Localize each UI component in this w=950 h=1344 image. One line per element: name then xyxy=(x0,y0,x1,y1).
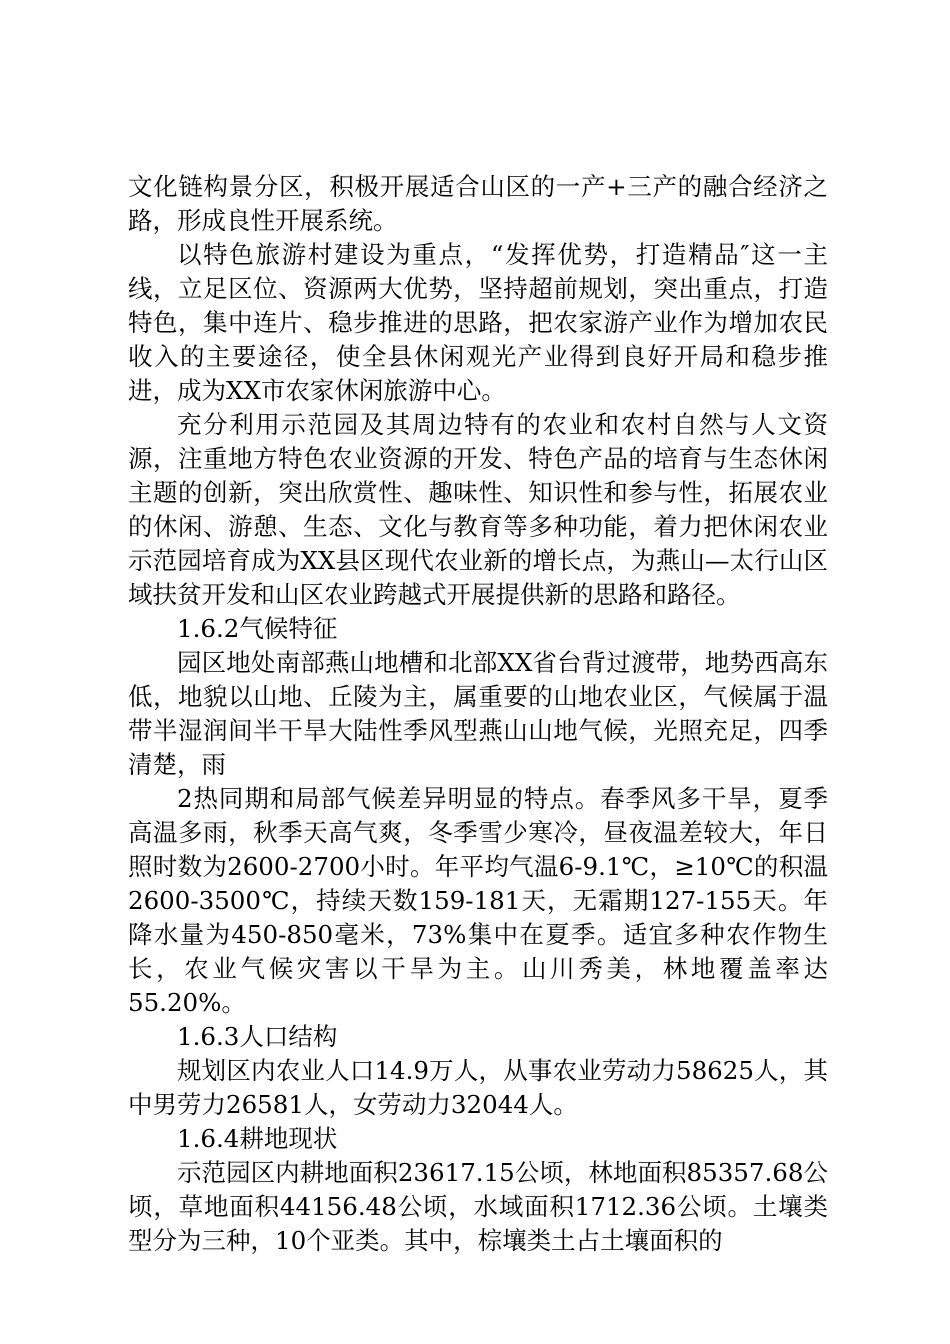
document-page xyxy=(128,170,828,1258)
paragraph-continuation: 文化链构景分区，积极开展适合山区的一产+三产的融合经济之路，形成良性开展系统。 xyxy=(128,172,828,235)
paragraph-climate-details: 2热同期和局部气候差异明显的特点。春季风多干旱，夏季高温多雨，秋季天高气爽，冬季雪少寒冷，昼夜温差较大，年日照时数为2600-2700小时。年平均气温6-9.1℃，≥10℃的积温2600-3500℃，持续天数159-181天，无霜期127-155天。年降水量为450-850毫米，73%集中在夏季。适宜多种农作物生长，农业气候灾害以干旱为主。山川秀美，林地覆盖率达55.20%。 xyxy=(128,784,828,1017)
paragraph-population: 规划区内农业人口14.9万人，从事农业劳动力58625人，其中男劳力26581人，女劳动力32044人。 xyxy=(128,1056,828,1119)
paragraph-tourism-village: 以特色旅游村建设为重点，“发挥优势，打造精品″这一主线，立足区位、资源两大优势，坚持超前规划，突出重点，打造特色，集中连片、稳步推进的思路，把农家游产业作为增加农民收入的主要途径，使全县休闲观光产业得到良好开局和稳步推进，成为XX市农家休闲旅游中心。 xyxy=(128,240,828,405)
paragraph-climate-intro: 园区地处南部燕山地槽和北部XX省台背过渡带，地势西高东低，地貌以山地、丘陵为主，属重要的山地农业区，气候属于温带半湿润间半干旱大陆性季风型燕山山地气候，光照充足，四季清楚，雨 xyxy=(128,648,828,779)
paragraph-demonstration-park: 充分利用示范园及其周边特有的农业和农村自然与人文资源，注重地方特色农业资源的开发、特色产品的培育与生态休闲主题的创新，突出欣赏性、趣味性、知识性和参与性，拓展农业的休闲、游憩、生态、文化与教育等多种功能，着力把休闲农业示范园培育成为XX县区现代农业新的增长点，为燕山—太行山区域扶贫开发和山区农业跨越式开展提供新的思路和路径。 xyxy=(128,410,828,609)
section-heading-climate: 1.6.2气候特征 xyxy=(177,614,338,643)
paragraph-farmland: 示范园区内耕地面积23617.15公顷，林地面积85357.68公顷，草地面积44156.48公顷，水域面积1712.36公顷。土壤类型分为三种，10个亚类。其中，棕壤类土占土壤面积的 xyxy=(128,1158,828,1255)
section-heading-population: 1.6.3人口结构 xyxy=(177,1022,338,1051)
section-heading-farmland: 1.6.4耕地现状 xyxy=(177,1124,338,1153)
